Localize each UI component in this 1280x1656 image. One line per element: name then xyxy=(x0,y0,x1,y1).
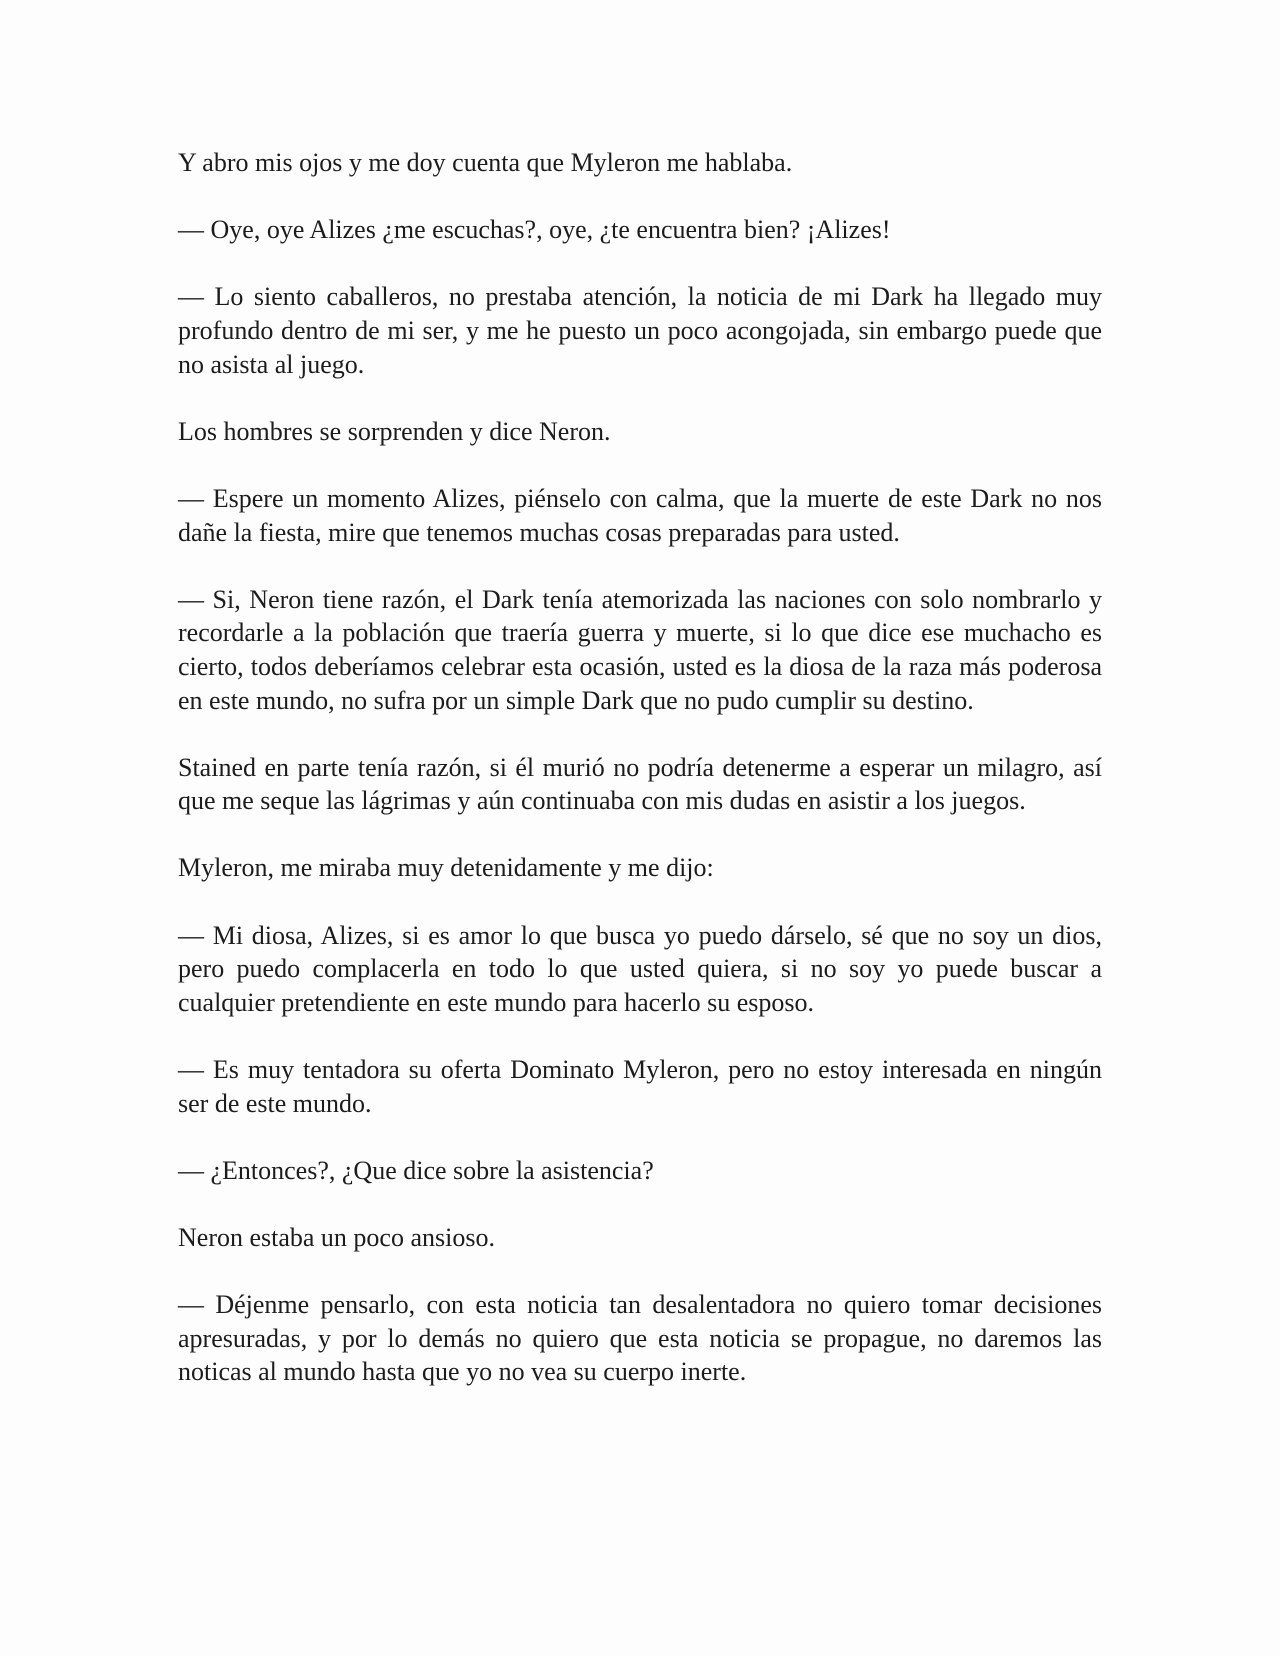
paragraph-11: — ¿Entonces?, ¿Que dice sobre la asistencia? xyxy=(178,1155,654,1185)
paragraph-13: — Déjenme pensarlo, con esta noticia tan desalentadora no quiero tomar decisiones apresuradas, y por lo demás no quiero que esta noticia se propague, no daremos las noticas al mundo hasta que yo no vea su cuerpo inerte. xyxy=(178,1290,1102,1387)
paragraph-7: Stained en parte tenía razón, si él murió no podría detenerme a esperar un milagro, así que me seque las lágrimas y aún continuaba con mis dudas en asistir a los juegos. xyxy=(178,752,1102,816)
paragraph-8: Myleron, me miraba muy detenidamente y me dijo: xyxy=(178,853,714,883)
paragraph-5: — Espere un momento Alizes, piénselo con calma, que la muerte de este Dark no nos dañe la fiesta, mire que tenemos muchas cosas preparadas para usted. xyxy=(178,483,1102,547)
paragraph-6: — Si, Neron tiene razón, el Dark tenía atemorizada las naciones con solo nombrarlo y recordarle a la población que traería guerra y muerte, si lo que dice ese muchacho es cierto, todos deberíamos celebrar esta ocasión, usted es la diosa de la raza más poderosa en este mundo, no sufra por un simple Dark que no pudo cumplir su destino. xyxy=(178,584,1102,715)
paragraph-2: — Oye, oye Alizes ¿me escuchas?, oye, ¿te encuentra bien? ¡Alizes! xyxy=(178,215,891,245)
paragraph-9: — Mi diosa, Alizes, si es amor lo que busca yo puedo dárselo, sé que no soy un dios, pero puedo complacerla en todo lo que usted quiera, si no soy yo puede buscar a cualquier pretendiente en este mundo para hacerlo su esposo. xyxy=(178,920,1102,1017)
paragraph-1: Y abro mis ojos y me doy cuenta que Myleron me hablaba. xyxy=(178,148,793,177)
paragraph-10: — Es muy tentadora su oferta Dominato Myleron, pero no estoy interesada en ningún ser de este mundo. xyxy=(178,1055,1102,1118)
paragraph-3: — Lo siento caballeros, no prestaba atención, la noticia de mi Dark ha llegado muy profundo dentro de mi ser, y me he puesto un poco acongojada, sin embargo puede que no asista al juego. xyxy=(178,282,1102,379)
paragraph-4: Los hombres se sorprenden y dice Neron. xyxy=(178,416,611,446)
page-body xyxy=(178,146,1102,1423)
paragraph-12: Neron estaba un poco ansioso. xyxy=(178,1223,495,1252)
